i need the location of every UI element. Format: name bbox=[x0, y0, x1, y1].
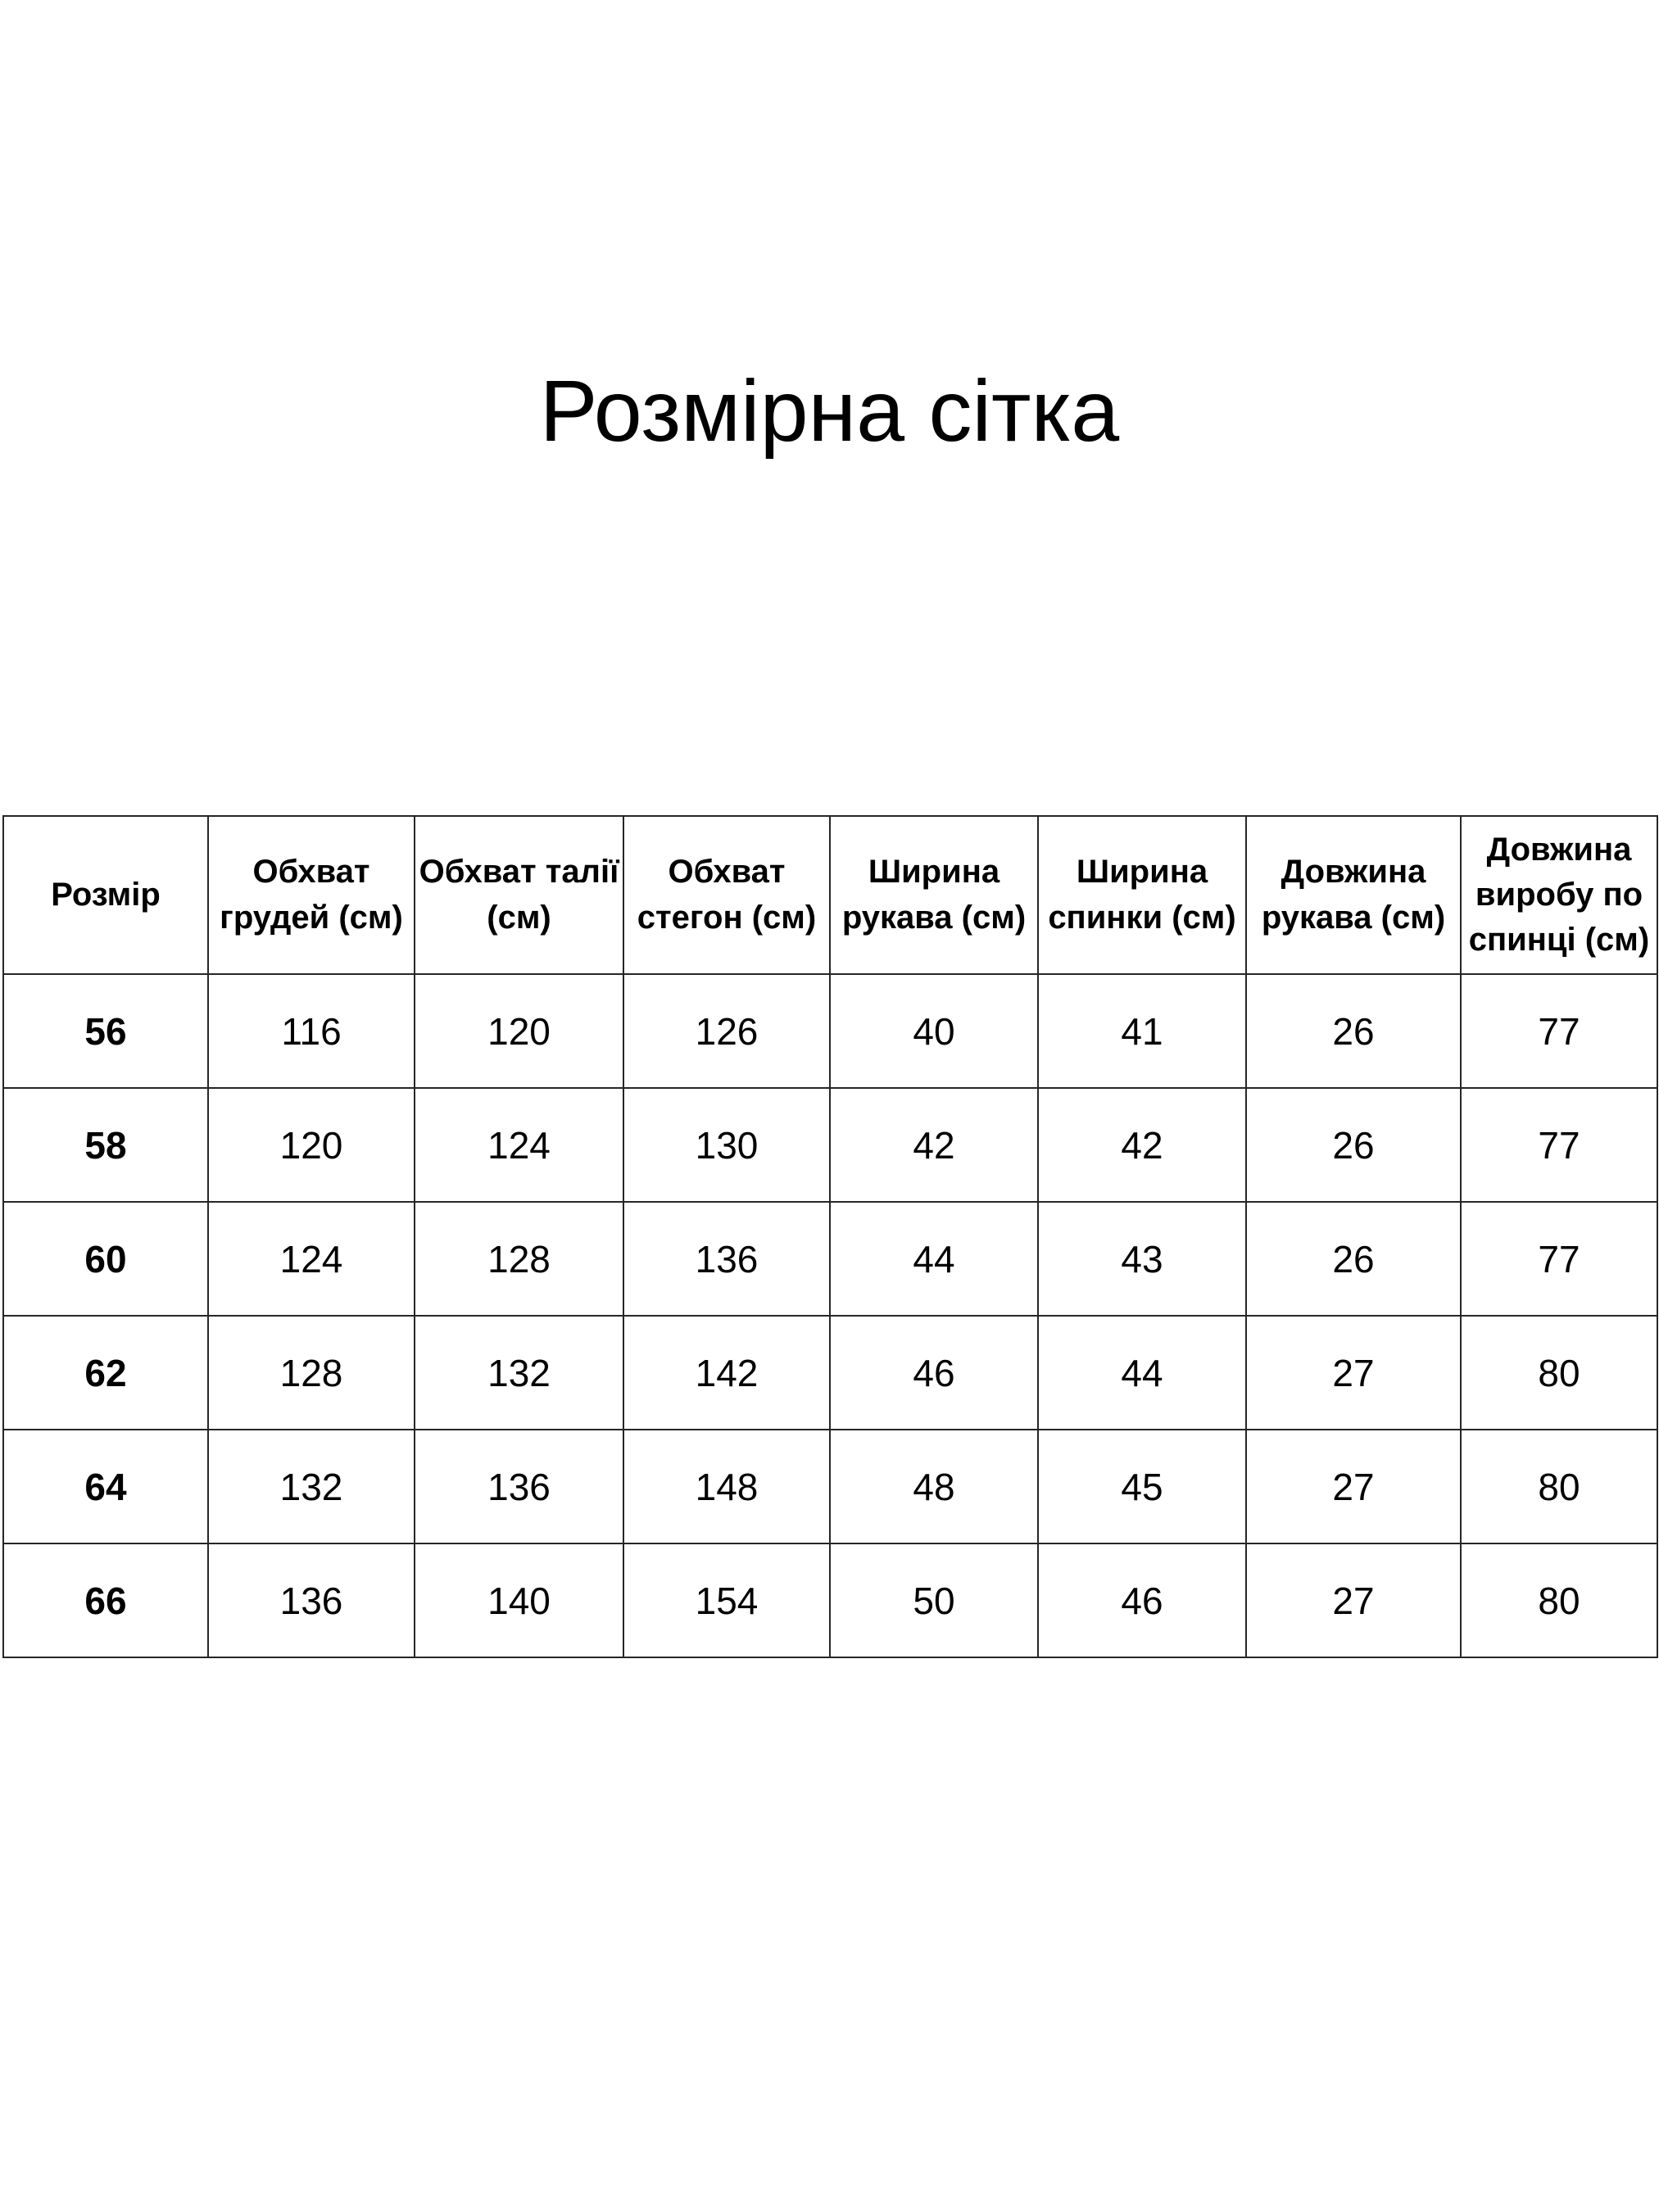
page-title: Розмірна сітка bbox=[539, 363, 1120, 460]
value-cell: 27 bbox=[1246, 1316, 1461, 1430]
header-cell: Довжина виробу по спинці (см) bbox=[1461, 816, 1657, 974]
value-cell: 120 bbox=[208, 1088, 415, 1202]
value-cell: 80 bbox=[1461, 1316, 1657, 1430]
value-cell: 26 bbox=[1246, 974, 1461, 1088]
size-cell: 60 bbox=[3, 1202, 208, 1316]
value-cell: 132 bbox=[208, 1430, 415, 1543]
value-cell: 136 bbox=[415, 1430, 623, 1543]
size-table-head bbox=[3, 816, 1657, 974]
value-cell: 44 bbox=[1038, 1316, 1246, 1430]
size-cell: 64 bbox=[3, 1430, 208, 1543]
value-cell: 116 bbox=[208, 974, 415, 1088]
header-row bbox=[3, 816, 1657, 974]
value-cell: 142 bbox=[623, 1316, 830, 1430]
value-cell: 45 bbox=[1038, 1430, 1246, 1543]
value-cell: 42 bbox=[830, 1088, 1038, 1202]
value-cell: 46 bbox=[830, 1316, 1038, 1430]
header-cell: Довжина рукава (см) bbox=[1246, 816, 1461, 974]
value-cell: 46 bbox=[1038, 1543, 1246, 1657]
header-cell: Ширина рукава (см) bbox=[830, 816, 1038, 974]
value-cell: 77 bbox=[1461, 1202, 1657, 1316]
value-cell: 80 bbox=[1461, 1543, 1657, 1657]
value-cell: 26 bbox=[1246, 1088, 1461, 1202]
table-row bbox=[3, 1088, 1657, 1202]
value-cell: 77 bbox=[1461, 1088, 1657, 1202]
value-cell: 124 bbox=[415, 1088, 623, 1202]
size-table-body bbox=[3, 974, 1657, 1657]
header-cell: Розмір bbox=[3, 816, 208, 974]
table-row bbox=[3, 974, 1657, 1088]
table-row bbox=[3, 1543, 1657, 1657]
header-cell: Обхват стегон (см) bbox=[623, 816, 830, 974]
value-cell: 27 bbox=[1246, 1543, 1461, 1657]
size-table bbox=[2, 815, 1658, 1658]
value-cell: 154 bbox=[623, 1543, 830, 1657]
value-cell: 42 bbox=[1038, 1088, 1246, 1202]
value-cell: 44 bbox=[830, 1202, 1038, 1316]
header-cell: Ширина спинки (см) bbox=[1038, 816, 1246, 974]
value-cell: 136 bbox=[623, 1202, 830, 1316]
size-cell: 66 bbox=[3, 1543, 208, 1657]
value-cell: 43 bbox=[1038, 1202, 1246, 1316]
value-cell: 120 bbox=[415, 974, 623, 1088]
value-cell: 140 bbox=[415, 1543, 623, 1657]
size-cell: 62 bbox=[3, 1316, 208, 1430]
value-cell: 126 bbox=[623, 974, 830, 1088]
table-row bbox=[3, 1316, 1657, 1430]
value-cell: 136 bbox=[208, 1543, 415, 1657]
table-row bbox=[3, 1202, 1657, 1316]
value-cell: 124 bbox=[208, 1202, 415, 1316]
size-cell: 56 bbox=[3, 974, 208, 1088]
value-cell: 27 bbox=[1246, 1430, 1461, 1543]
header-cell: Обхват талії (см) bbox=[415, 816, 623, 974]
value-cell: 132 bbox=[415, 1316, 623, 1430]
value-cell: 148 bbox=[623, 1430, 830, 1543]
value-cell: 40 bbox=[830, 974, 1038, 1088]
value-cell: 128 bbox=[208, 1316, 415, 1430]
value-cell: 50 bbox=[830, 1543, 1038, 1657]
value-cell: 26 bbox=[1246, 1202, 1461, 1316]
value-cell: 128 bbox=[415, 1202, 623, 1316]
value-cell: 41 bbox=[1038, 974, 1246, 1088]
table-row bbox=[3, 1430, 1657, 1543]
value-cell: 48 bbox=[830, 1430, 1038, 1543]
value-cell: 77 bbox=[1461, 974, 1657, 1088]
value-cell: 80 bbox=[1461, 1430, 1657, 1543]
header-cell: Обхват грудей (см) bbox=[208, 816, 415, 974]
size-cell: 58 bbox=[3, 1088, 208, 1202]
value-cell: 130 bbox=[623, 1088, 830, 1202]
